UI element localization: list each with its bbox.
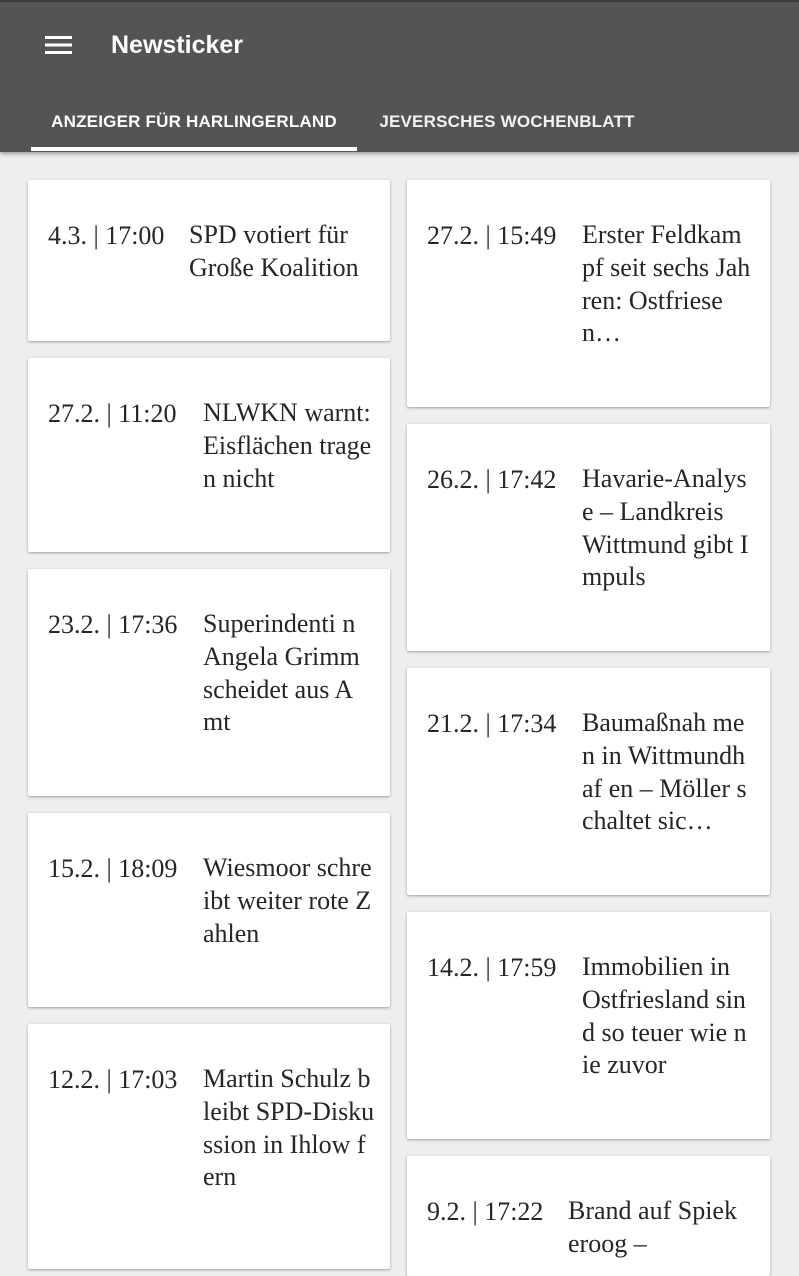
news-time: 27.2. | 15:49	[427, 221, 557, 250]
news-card[interactable]	[28, 358, 390, 552]
news-title: Baumaßnah men in Wittmundhaf en – Möller schaltet sic…	[582, 708, 747, 836]
news-title: Havarie-Analyse – Landkreis Wittmund gibt Impuls	[582, 464, 749, 592]
news-card[interactable]	[407, 424, 770, 651]
news-card[interactable]	[28, 569, 390, 796]
news-title: Wiesmoor schreibt weiter rote Zahlen	[203, 853, 372, 948]
news-title: Immobilien in Ostfriesland sind so teuer wie nie zuvor	[582, 952, 747, 1080]
news-card[interactable]	[28, 180, 390, 341]
app-bar	[0, 0, 799, 152]
news-title: Martin Schulz bleibt SPD-Diskussion in Ihlow fern	[203, 1064, 375, 1192]
news-time: 26.2. | 17:42	[427, 465, 557, 494]
news-time: 4.3. | 17:00	[48, 221, 165, 250]
news-title: SPD votiert für Große Koalition	[189, 220, 359, 282]
tab-label: JEVERSCHES WOCHENBLATT	[379, 112, 635, 131]
hamburger-menu-icon	[45, 35, 72, 55]
tab-anzeiger-fuer-harlingerland[interactable]	[31, 92, 357, 152]
tab-label: ANZEIGER FÜR HARLINGERLAND	[51, 112, 337, 131]
news-card[interactable]	[407, 668, 770, 895]
news-card[interactable]	[28, 813, 390, 1007]
menu-button[interactable]	[40, 30, 76, 60]
app-title: Newsticker	[111, 31, 244, 59]
news-title: Superindenti n Angela Grimm scheidet aus Amt	[203, 609, 360, 737]
news-time: 9.2. | 17:22	[427, 1197, 544, 1226]
news-card[interactable]	[407, 912, 770, 1139]
tab-indicator	[31, 147, 357, 151]
news-time: 14.2. | 17:59	[427, 953, 557, 982]
news-card[interactable]	[28, 1024, 390, 1269]
tab-jeversches-wochenblatt[interactable]	[357, 92, 657, 152]
news-time: 15.2. | 18:09	[48, 854, 178, 883]
news-time: 27.2. | 11:20	[48, 399, 177, 428]
news-card[interactable]	[407, 180, 770, 407]
news-title: Brand auf Spiekeroog –	[568, 1196, 737, 1258]
news-time: 12.2. | 17:03	[48, 1065, 178, 1094]
news-card[interactable]	[407, 1156, 770, 1276]
news-time: 23.2. | 17:36	[48, 610, 178, 639]
news-time: 21.2. | 17:34	[427, 709, 557, 738]
news-title: NLWKN warnt: Eisflächen tragen nicht	[203, 398, 372, 493]
status-bar-edge	[0, 0, 799, 2]
news-title: Erster Feldkampf seit sechs Jahren: Ostfriesen…	[582, 220, 751, 348]
